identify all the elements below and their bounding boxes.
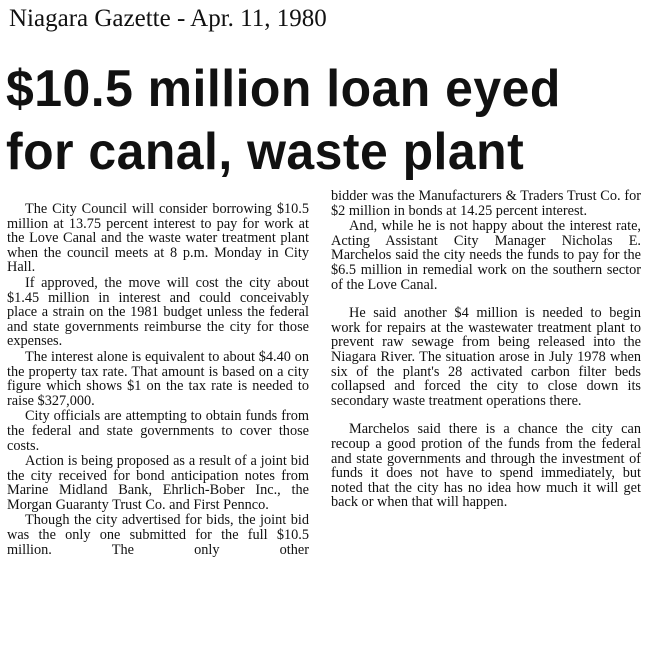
- paragraph: City officials are attempting to obtain funds from the federal and state governments to cover those costs.: [7, 408, 309, 454]
- paragraph: Though the city advertised for bids, the joint bid was the only one submitted for the full $10.5 million. The only other: [7, 512, 309, 558]
- paragraph: And, while he is not happy about the interest rate, Acting Assistant City Manager Nicholas E. Marchelos said the city needs the funds to pay for the $6.5 million in remedial work on the southern sector of the Love Canal.: [331, 218, 641, 293]
- paragraph: Marchelos said there is a chance the city can recoup a good protion of the funds from the federal and state governments and through the investment of funds it does not have to spend immediately, but noted that the city has no idea how much it will get back or when that will happen.: [331, 421, 641, 511]
- headline-line-2: for canal, waste plant: [6, 123, 525, 181]
- article-column-right: [331, 189, 641, 511]
- paragraph: The City Council will consider borrowing $10.5 million at 13.75 percent interest to pay for work at the Love Canal and the waste water treatment plant when the council meets at 8 p.m. Monday in City Hall.: [7, 201, 309, 276]
- paragraph: bidder was the Manufacturers & Traders Trust Co. for $2 million in bonds at 14.25 percent interest.: [331, 188, 641, 219]
- paragraph: If approved, the move will cost the city about $1.45 million in interest and could conceivably place a strain on the 1981 budget unless the federal and state governments reimburse the city for those expenses.: [7, 274, 309, 350]
- headline: [6, 58, 561, 184]
- source-line: Niagara Gazette - Apr. 11, 1980: [9, 5, 327, 32]
- paragraph: The interest alone is equivalent to about $4.40 on the property tax rate. That amount is based on a city figure which shows $1 on the tax rate is needed to raise $327,000.: [7, 348, 309, 409]
- article-column-left: [7, 202, 309, 558]
- paragraph: Action is being proposed as a result of a joint bid the city received for bond anticipation notes from Marine Midland Bank, Ehrlich-Bober Inc., the Morgan Guaranty Trust Co. and First Pennco.: [7, 453, 309, 513]
- paragraph: He said another $4 million is needed to begin work for repairs at the wastewater treatment plant to prevent raw sewage from being released into the Niagara River. The situation arose in July 1978 when six of the plant's 28 activated carbon filter beds collapsed and forced the city to close down its secondary waste treatment operations there.: [331, 305, 641, 409]
- headline-line-1: $10.5 million loan eyed: [6, 60, 561, 118]
